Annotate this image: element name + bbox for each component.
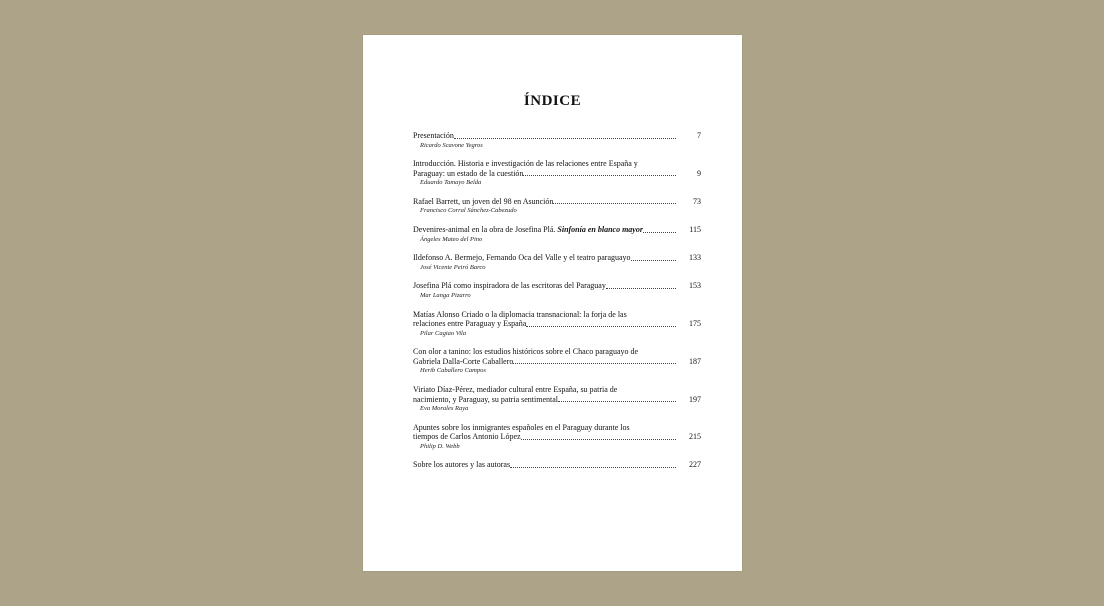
page-number: 175: [689, 319, 701, 329]
toc-entry: [413, 310, 701, 339]
dot-leader: [521, 438, 676, 440]
toc-entry-row: [413, 197, 701, 207]
page-number: 197: [689, 394, 701, 404]
toc-entry-title: Presentación: [413, 131, 454, 140]
toc-entry-row: [413, 225, 701, 235]
toc-entry-title: Josefina Plá como inspiradora de las escritoras del Paraguay: [413, 281, 606, 291]
dot-leader: [606, 287, 676, 289]
toc-entry-title-line: Con olor a tanino: los estudios históricos sobre el Chaco paraguayo de: [413, 347, 639, 357]
page-number: 7: [697, 131, 701, 140]
toc-entry-title: Ildefonso A. Bermejo, Fernando Oca del Valle y el teatro paraguayo: [413, 253, 631, 263]
toc-entry-title: Gabriela Dalla-Corte Caballero: [413, 356, 514, 366]
toc-entry-title: tiempos de Carlos Antonio López: [413, 432, 521, 442]
dot-leader: [513, 362, 676, 364]
toc-entry-row: [413, 432, 701, 442]
page-title: ÍNDICE: [523, 93, 582, 109]
page-number: 133: [689, 253, 701, 263]
toc-entry: [413, 281, 701, 300]
toc-entry-row: [413, 460, 701, 470]
toc-entry-row: [413, 281, 701, 291]
dot-leader: [526, 325, 676, 327]
toc-entry-title: Devenires-animal en la obra de Josefina Plá.: [413, 225, 556, 235]
toc-entry-title-italic: Sinfonía en blanco mayor: [557, 225, 643, 235]
dot-leader: [510, 466, 676, 468]
toc-entry-author: Philip D. Webb: [420, 442, 460, 450]
toc-entry-title: Rafael Barrett, un joven del 98 en Asunción: [413, 196, 554, 206]
toc-entry-title: nacimiento, y Paraguay, su patria sentimental: [413, 394, 558, 404]
dot-leader: [643, 231, 676, 233]
toc-entry-author: José Vicente Peiró Barco: [420, 263, 486, 271]
book-page: [363, 35, 742, 571]
toc-entry: [413, 385, 701, 414]
toc-entry: [413, 159, 701, 188]
toc-entry: [413, 460, 701, 470]
page-number: 153: [689, 281, 701, 291]
toc-entry: [413, 225, 701, 244]
toc-entry-row: [413, 395, 701, 405]
toc-entry-row: [413, 253, 701, 263]
dot-leader: [558, 400, 676, 402]
page-number: 115: [689, 225, 701, 235]
toc-entry: [413, 131, 701, 150]
toc-entry: [413, 423, 701, 452]
toc-entry-title-line: Introducción. Historia e investigación de las relaciones entre España y: [413, 159, 638, 169]
toc-entry-author: Herib Caballero Campos: [420, 367, 486, 375]
toc-entry-author: Eva Morales Raya: [420, 405, 469, 412]
page-number: 73: [693, 196, 701, 206]
toc-entry-title: Paraguay: un estado de la cuestión: [413, 168, 524, 178]
toc-entry-title-line: Apuntes sobre los inmigrantes españoles en el Paraguay durante los: [413, 422, 630, 432]
dot-leader: [523, 174, 676, 176]
toc-entry-row: [413, 357, 701, 367]
page-number: 227: [689, 460, 701, 470]
dot-leader: [454, 137, 676, 139]
toc-entry-title: Sobre los autores y las autoras: [413, 460, 511, 470]
page-number: 187: [689, 356, 701, 366]
toc-entry-author: Eduardo Tamayo Belda: [420, 179, 482, 187]
toc-entry-author: Pilar Cagiao Vila: [420, 329, 467, 337]
toc-entry-row: [413, 169, 701, 179]
table-of-contents: [413, 131, 701, 479]
toc-entry-author: Mar Langa Pizarro: [420, 291, 471, 299]
toc-entry: [413, 197, 701, 216]
toc-entry: [413, 347, 701, 376]
dot-leader: [631, 259, 676, 261]
dot-leader: [553, 202, 676, 204]
toc-entry-title: relaciones entre Paraguay y España: [413, 319, 527, 329]
toc-entry-author: Ángeles Mateo del Pino: [420, 235, 483, 243]
page-number: 215: [689, 432, 701, 442]
toc-entry-title-line: Matías Alonso Criado o la diplomacia transnacional: la forja de las: [413, 309, 627, 319]
toc-entry-author: Ricardo Scavone Yegros: [420, 141, 483, 149]
toc-entry-author: Francisco Corral Sánchez-Cabezudo: [420, 207, 517, 215]
page-number: 9: [697, 168, 701, 178]
toc-entry-row: [413, 319, 701, 329]
toc-entry-title-line: Viriato Díaz-Pérez, mediador cultural entre España, su patria de: [413, 385, 618, 394]
toc-entry: [413, 253, 701, 272]
toc-entry-row: [413, 131, 701, 141]
